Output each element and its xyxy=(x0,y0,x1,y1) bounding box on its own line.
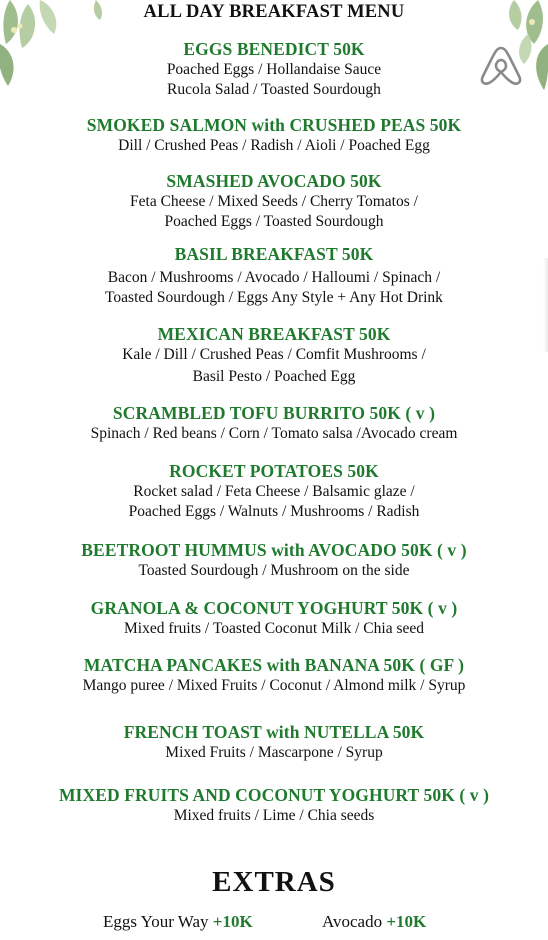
menu-item xyxy=(0,721,548,763)
extra-item-eggs xyxy=(103,910,253,934)
menu-item-desc: Bacon / Mushrooms / Avocado / Halloumi / Spinach / xyxy=(107,269,441,286)
menu-item-name: MEXICAN BREAKFAST 50K xyxy=(157,324,391,344)
menu-item-desc: Poached Eggs / Hollandaise Sauce xyxy=(166,61,382,78)
menu-item xyxy=(0,243,548,308)
menu-item-name: SCRAMBLED TOFU BURRITO 50K ( v ) xyxy=(112,403,436,423)
menu-item-desc: Poached Eggs / Toasted Sourdough xyxy=(164,213,384,230)
menu-item-name: MIXED FRUITS AND COCONUT YOGHURT 50K ( v ) xyxy=(58,785,490,805)
menu-item-desc: Mango puree / Mixed Fruits / Coconut / Almond milk / Syrup xyxy=(82,677,466,694)
menu-item xyxy=(0,597,548,639)
menu-item-desc: Dill / Crushed Peas / Radish / Aioli / Poached Egg xyxy=(118,137,430,154)
extra-label: Eggs Your Way xyxy=(103,912,209,931)
menu-item-name: BASIL BREAKFAST 50K xyxy=(174,244,374,264)
menu-item-desc: Toasted Sourdough / Eggs Any Style + Any Hot Drink xyxy=(105,289,443,306)
menu-item-desc: Feta Cheese / Mixed Seeds / Cherry Tomatos / xyxy=(130,193,418,210)
menu-item xyxy=(0,402,548,444)
menu-title: ALL DAY BREAKFAST MENU xyxy=(143,2,405,22)
menu-item-desc: Mixed fruits / Lime / Chia seeds xyxy=(173,807,375,824)
menu-item-name: FRENCH TOAST with NUTELLA 50K xyxy=(123,722,425,742)
menu-item-name: ROCKET POTATOES 50K xyxy=(169,461,379,481)
menu-item-desc: Basil Pesto / Poached Egg xyxy=(192,368,356,385)
menu-item xyxy=(0,170,548,232)
menu-item-desc: Toasted Sourdough / Mushroom on the side xyxy=(138,562,410,579)
menu-item xyxy=(0,539,548,581)
menu-item xyxy=(0,114,548,156)
menu-item-desc: Mixed fruits / Toasted Coconut Milk / Chia seed xyxy=(124,620,424,637)
menu-item-name: BEETROOT HUMMUS with AVOCADO 50K ( v ) xyxy=(81,540,467,560)
menu-item-name: MATCHA PANCAKES with BANANA 50K ( GF ) xyxy=(83,655,465,675)
menu-item-name: SMOKED SALMON with CRUSHED PEAS 50K xyxy=(86,115,462,135)
extra-item-avocado xyxy=(322,910,426,934)
menu-item-desc: Spinach / Red beans / Corn / Tomato salsa /Avocado cream xyxy=(90,425,458,442)
menu-item xyxy=(0,460,548,522)
menu-item xyxy=(0,38,548,100)
menu-item xyxy=(0,323,548,387)
menu-item-desc: Rocket salad / Feta Cheese / Balsamic glaze / xyxy=(133,483,415,500)
extra-label: Avocado xyxy=(322,912,383,931)
menu-item-desc: Kale / Dill / Crushed Peas / Comfit Mushrooms / xyxy=(122,346,426,363)
extras-title: EXTRAS xyxy=(212,866,336,898)
extra-price: +10K xyxy=(212,912,253,931)
menu-item xyxy=(0,654,548,696)
menu-item-name: EGGS BENEDICT 50K xyxy=(183,39,365,59)
menu-item-desc: Poached Eggs / Walnuts / Mushrooms / Radish xyxy=(128,503,420,520)
extra-price: +10K xyxy=(386,912,427,931)
menu-item-desc: Mixed Fruits / Mascarpone / Syrup xyxy=(165,744,383,761)
menu-item-name: GRANOLA & COCONUT YOGHURT 50K ( v ) xyxy=(90,598,458,618)
menu-item-desc: Rucola Salad / Toasted Sourdough xyxy=(167,81,381,98)
menu-item-name: SMASHED AVOCADO 50K xyxy=(166,171,382,191)
menu-item xyxy=(0,784,548,826)
